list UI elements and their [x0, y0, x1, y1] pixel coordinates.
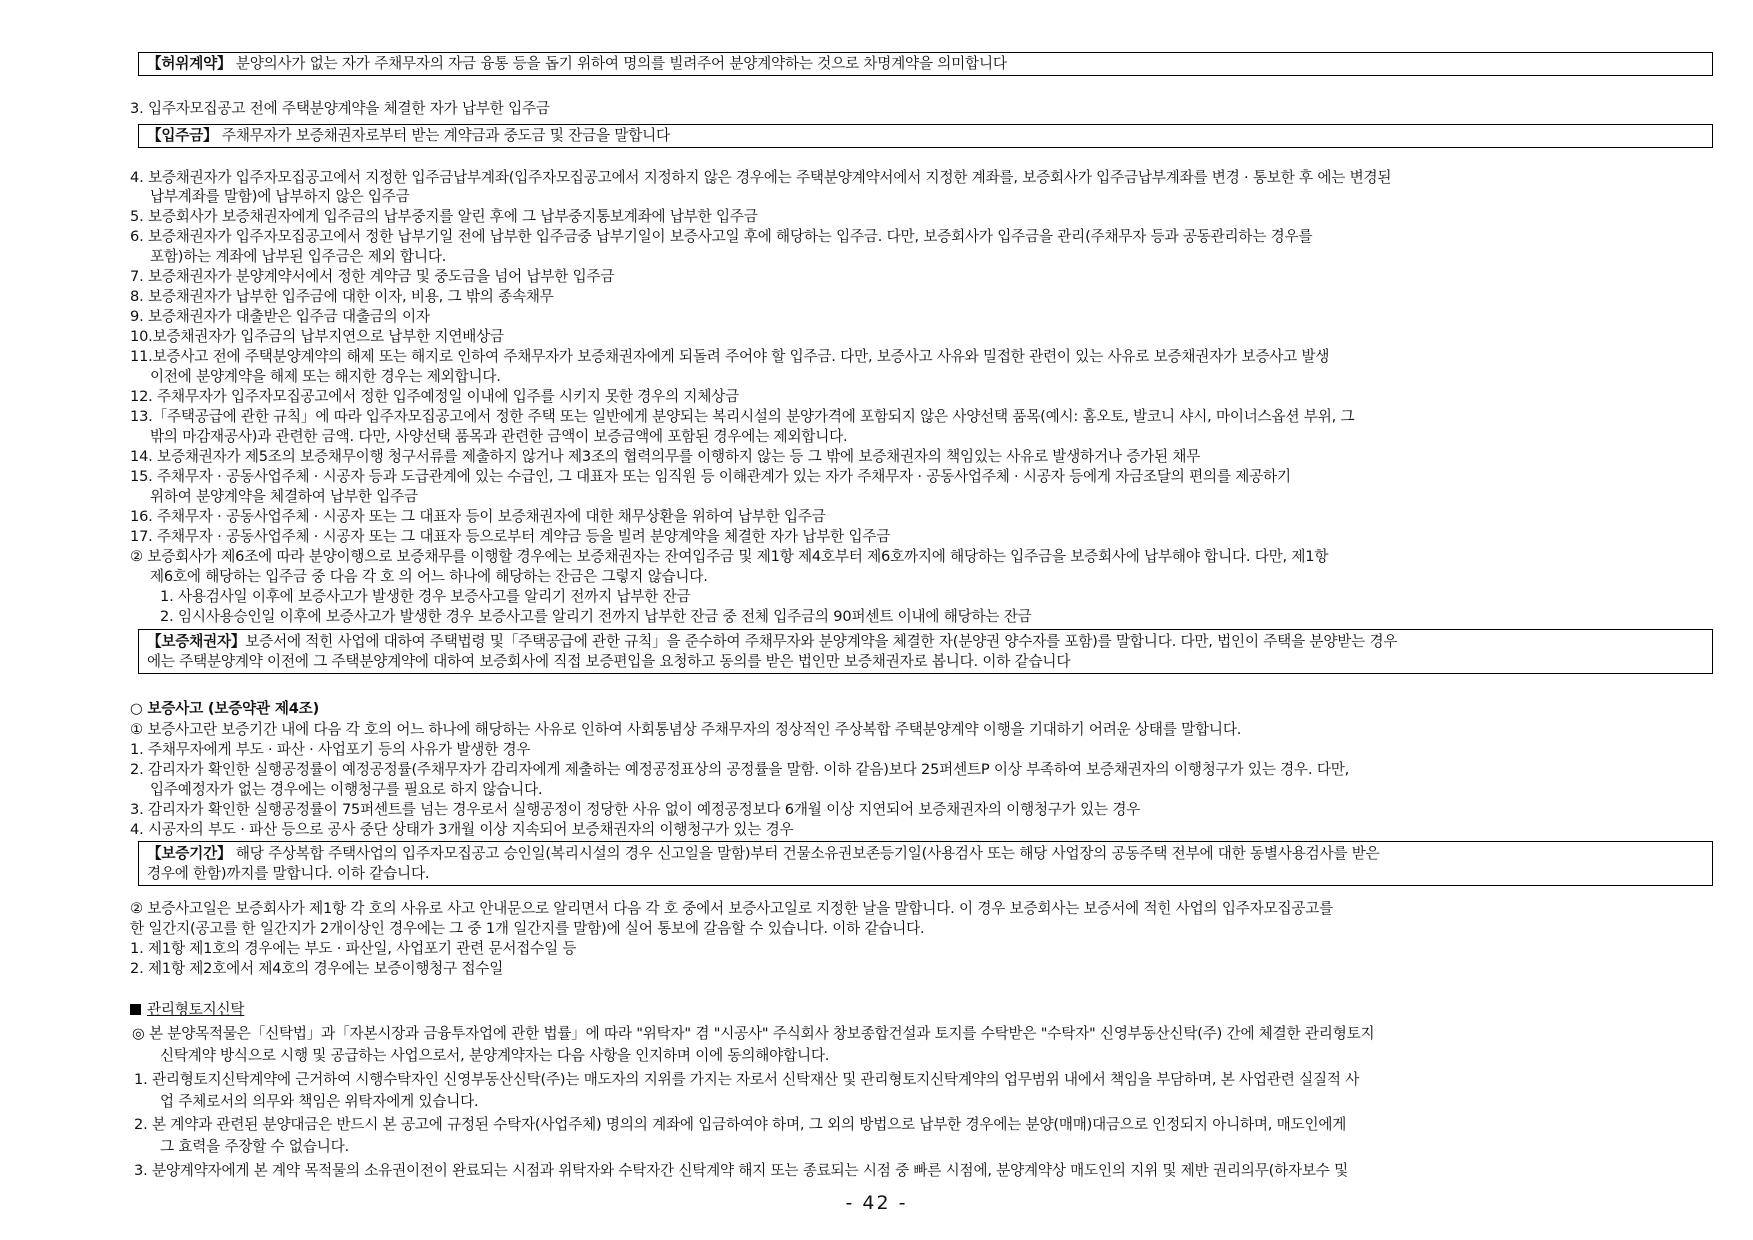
box-text: 보증서에 적힌 사업에 대하여 주택법령 및「주택공급에 관한 규칙」을 준수하여 주채무자와 분양계약을 체결한 자(분양권 양수자를 포함)를 말합니다. 다만, 법인이 주택을 분양받는 경우 [245, 633, 1398, 650]
trust-line: 그 효력을 주장할 수 없습니다. [160, 1138, 349, 1155]
box-line [147, 632, 1704, 652]
accident-day-line: ② 보증사고일은 보증회사가 제1항 각 호의 사유로 사고 안내문으로 알리면서 다음 각 호 중에서 보증사고일로 지정한 날을 말합니다. 이 경우 보증회사는 보증서에 적힌 사업의 입주자모집공고를 [130, 900, 1334, 917]
trust-line: ◎ 본 분양목적물은「신탁법」과「자본시장과 금융투자업에 관한 법률」에 따라 "위탁자" 겸 "시공사" 주식회사 창보종합건설과 토지를 수탁받은 "수탁자" 신영부동산신탁(주) 간에 체결한 관리형토지 [132, 1025, 1375, 1042]
creditor-box [138, 629, 1713, 674]
accident-line: 1. 주채무자에게 부도 · 파산 · 사업포기 등의 사유가 발생한 경우 [130, 741, 531, 758]
trust-line: 1. 관리형토지신탁계약에 근거하여 시행수탁자인 신영부동산신탁(주)는 매도자의 지위를 가지는 자로서 신탁재산 및 관리형토지신탁계약의 업무범위 내에서 책임을 부담하며, 본 사업관련 실질적 사 [134, 1071, 1360, 1088]
deposit-box [138, 124, 1713, 148]
list-item: 2. 임시사용승인일 이후에 보증사고가 발생한 경우 보증사고를 알리기 전까지 납부한 잔금 중 전체 입주금의 90퍼센트 이내에 해당하는 잔금 [160, 608, 1032, 625]
accident-day-line: 1. 제1항 제1호의 경우에는 부도 · 파산일, 사업포기 관련 문서접수일 등 [130, 940, 577, 957]
list-item: 밖의 마감재공사)과 관련한 금액. 다만, 사양선택 품목과 관련한 금액이 보증금액에 포함된 경우에는 제외합니다. [150, 428, 848, 445]
box-title: 【보증기간】 [147, 845, 232, 862]
accident-line: 4. 시공자의 부도 · 파산 등으로 공사 중단 상태가 3개월 이상 지속되어 보증채권자의 이행청구가 있는 경우 [130, 821, 794, 838]
list-item: 1. 사용검사일 이후에 보증사고가 발생한 경우 보증사고를 알리기 전까지 납부한 잔금 [160, 588, 691, 605]
list-item: 10.보증채권자가 입주금의 납부지연으로 납부한 지연배상금 [130, 328, 504, 345]
box-title: 【허위계약】 [147, 55, 232, 72]
accident-day-line: 2. 제1항 제2호에서 제4호의 경우에는 보증이행청구 접수일 [130, 960, 504, 977]
trust-heading [130, 1000, 244, 1020]
list-item: ② 보증회사가 제6조에 따라 분양이행으로 보증채무를 이행할 경우에는 보증채권자는 잔여입주금 및 제1항 제4호부터 제6호까지에 해당하는 입주금을 보증회사에 납부해야 합니다. 다만, 제1항 [130, 548, 1329, 565]
list-item: 14. 보증채권자가 제5조의 보증채무이행 청구서류를 제출하지 않거나 제3조의 협력의무를 이행하지 않는 등 그 밖에 보증채권자의 책임있는 사유로 발생하거나 증가된 채무 [130, 448, 1201, 465]
list-item: 납부계좌를 말함)에 납부하지 않은 입주금 [150, 188, 410, 205]
accident-day-line: 한 일간지(공고를 한 일간지가 2개이상인 경우에는 그 중 1개 일간지를 말함)에 실어 통보에 갈음할 수 있습니다. 이하 같습니다. [130, 920, 925, 937]
box-text: 해당 주상복합 주택사업의 입주자모집공고 승인일(복리시설의 경우 신고일을 말함)부터 건물소유권보존등기일(사용검사 또는 해당 사업장의 공동주택 전부에 대한 동별사용검사를 받은 [231, 845, 1380, 862]
list-item: 제6호에 해당하는 입주금 중 다음 각 호 의 어느 하나에 해당하는 잔금은 그렇지 않습니다. [150, 568, 708, 585]
list-item: 17. 주채무자 · 공동사업주체 · 시공자 또는 그 대표자 등으로부터 계약금 등을 빌려 분양계약을 체결한 자가 납부한 입주금 [130, 528, 891, 545]
list-item: 4. 보증채권자가 입주자모집공고에서 지정한 입주금납부계좌(입주자모집공고에서 지정하지 않은 경우에는 주택분양계약서에서 지정한 계좌를, 보증회사가 입주금납부계좌를 변경 · 통보한 후 에는 변경된 [130, 169, 1392, 186]
list-item: 9. 보증채권자가 대출받은 입주금 대출금의 이자 [130, 308, 430, 325]
box-line: 경우에 한함)까지를 말합니다. 이하 같습니다. [147, 865, 430, 882]
section-heading-accident: ○ 보증사고 (보증약관 제4조) [130, 700, 320, 717]
list-item: 11.보증사고 전에 주택분양계약의 해제 또는 해지로 인하여 주채무자가 보증채권자에게 되돌려 주어야 할 입주금. 다만, 보증사고 사유와 밀접한 관련이 있는 사유로 보증채권자가 보증사고 발생 [130, 348, 1330, 365]
accident-line: 3. 감리자가 확인한 실행공정률이 75퍼센트를 넘는 경우로서 실행공정이 정당한 사유 없이 예정공정보다 6개월 이상 지연되어 보증채권자의 이행청구가 있는 경우 [130, 801, 1141, 818]
page-number: - 42 - [845, 1192, 908, 1214]
box-title: 【입주금】 [147, 127, 218, 144]
list-item: 15. 주채무자 · 공동사업주체 · 시공자 등과 도급관계에 있는 수급인, 그 대표자 또는 임직원 등 이해관계가 있는 자가 주채무자 · 공동사업주체 · 시공자 등에게 자금조달의 편의를 제공하기 [130, 468, 1291, 485]
list-item: 포함)하는 계좌에 납부된 입주금은 제외 합니다. [150, 248, 447, 265]
list-item: 위하여 분양계약을 체결하여 납부한 입주금 [150, 488, 418, 505]
box-text: 주채무자가 보증채권자로부터 받는 계약금과 중도금 및 잔금을 말합니다 [217, 127, 670, 144]
box-text: 분양의사가 없는 자가 주채무자의 자금 융통 등을 돕기 위하여 명의를 빌려주어 분양계약하는 것으로 차명계약을 의미합니다 [231, 55, 1007, 72]
list-item: 12. 주채무자가 입주자모집공고에서 정한 입주예정일 이내에 입주를 시키지 못한 경우의 지체상금 [130, 388, 740, 405]
box-title: 【보증채권자】 [147, 633, 246, 650]
accident-line: ① 보증사고란 보증기간 내에 다음 각 호의 어느 하나에 해당하는 사유로 인하여 사회통념상 주채무자의 정상적인 주상복합 주택분양계약 이행을 기대하기 어려운 상태를 말합니다. [130, 721, 1242, 738]
list-item: 6. 보증채권자가 입주자모집공고에서 정한 납부기일 전에 납부한 입주금중 납부기일이 보증사고일 후에 해당하는 입주금. 다만, 보증회사가 입주금을 관리(주채무자 등과 공동관리하는 경우를 [130, 228, 1313, 245]
list-item: 13.「주택공급에 관한 규칙」에 따라 입주자모집공고에서 정한 주택 또는 일반에게 분양되는 복리시설의 분양가격에 포함되지 않은 사양선택 품목(예시: 홈오토, 발코니 샤시, 마이너스옵션 부위, 그 [130, 408, 1355, 425]
accident-line: 입주예정자가 없는 경우에는 이행청구를 필요로 하지 않습니다. [150, 781, 543, 798]
trust-line: 3. 분양계약자에게 본 계약 목적물의 소유권이전이 완료되는 시점과 위탁자와 수탁자간 신탁계약 해지 또는 종료되는 시점 중 빠른 시점에, 분양계약상 매도인의 지위 및 제반 권리의무(하자보수 및 [134, 1162, 1349, 1179]
trust-heading-text: 관리형토지신탁 [147, 1001, 245, 1018]
trust-line: 업 주체로서의 의무와 책임은 위탁자에게 있습니다. [160, 1093, 479, 1110]
box-line [147, 844, 1704, 864]
false-contract-box [138, 52, 1713, 76]
item-3: 3. 입주자모집공고 전에 주택분양계약을 체결한 자가 납부한 입주금 [130, 100, 550, 117]
trust-line: 2. 본 계약과 관련된 분양대금은 반드시 본 공고에 규정된 수탁자(사업주체) 명의의 계좌에 입금하여야 하며, 그 외의 방법으로 납부한 경우에는 분양(매매)대금으로 인정되지 아니하며, 매도인에게 [134, 1116, 1347, 1133]
list-item: 8. 보증채권자가 납부한 입주금에 대한 이자, 비용, 그 밖의 종속채무 [130, 288, 554, 305]
period-box [138, 841, 1713, 886]
square-bullet-icon [130, 1004, 141, 1015]
list-item: 5. 보증회사가 보증채권자에게 입주금의 납부중지를 알린 후에 그 납부중지통보계좌에 납부한 입주금 [130, 208, 758, 225]
trust-line: 신탁계약 방식으로 시행 및 공급하는 사업으로서, 분양계약자는 다음 사항을 인지하며 이에 동의해야합니다. [160, 1047, 830, 1064]
accident-line: 2. 감리자가 확인한 실행공정률이 예정공정률(주채무자가 감리자에게 제출하는 예정공정표상의 공정률을 말함. 이하 같음)보다 25퍼센트P 이상 부족하여 보증채권자의 이행청구가 있는 경우. 다만, [130, 761, 1350, 778]
list-item: 16. 주채무자 · 공동사업주체 · 시공자 또는 그 대표자 등이 보증채권자에 대한 채무상환을 위하여 납부한 입주금 [130, 508, 826, 525]
list-item: 7. 보증채권자가 분양계약서에서 정한 계약금 및 중도금을 넘어 납부한 입주금 [130, 268, 615, 285]
box-line: 에는 주택분양계약 이전에 그 주택분양계약에 대하여 보증회사에 직접 보증편입을 요청하고 동의를 받은 법인만 보증채권자로 봅니다. 이하 같습니다 [147, 653, 1071, 670]
list-item: 이전에 분양계약을 해제 또는 해지한 경우는 제외합니다. [150, 368, 501, 385]
